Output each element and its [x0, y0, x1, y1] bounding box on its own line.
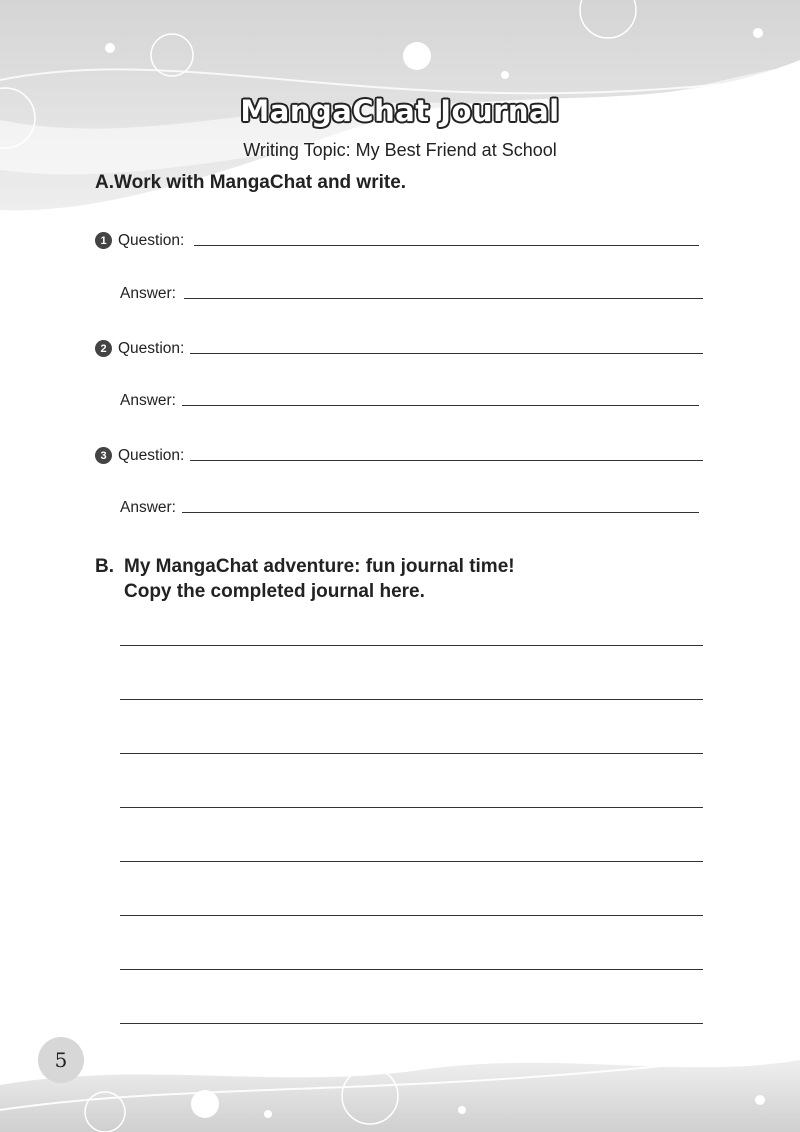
journal-blank-line[interactable] [120, 1023, 703, 1024]
answer-label: Answer: [120, 392, 176, 409]
section-a-heading: A.Work with MangaChat and write. [95, 172, 407, 193]
answer-row-3 [120, 499, 699, 517]
question-row-3 [95, 447, 703, 465]
number-badge-1: 1 [95, 232, 112, 249]
journal-blank-line[interactable] [120, 807, 703, 808]
answer-label: Answer: [120, 499, 176, 516]
question-label: Question: [118, 340, 185, 357]
answer-row-2 [120, 392, 699, 410]
writing-topic: Writing Topic: My Best Friend at School [243, 140, 557, 160]
section-b-line-2: Copy the completed journal here. [124, 581, 425, 602]
question-blank-line[interactable] [194, 244, 699, 246]
answer-label: Answer: [120, 285, 176, 302]
answer-blank-line[interactable] [182, 511, 699, 513]
journal-blank-line[interactable] [120, 915, 703, 916]
question-blank-line[interactable] [190, 459, 703, 461]
page-number [38, 1037, 84, 1083]
journal-blank-line[interactable] [120, 699, 703, 700]
journal-blank-line[interactable] [120, 645, 703, 646]
page-title: MangaChat Journal [240, 94, 560, 128]
number-badge-3: 3 [95, 447, 112, 464]
answer-blank-line[interactable] [184, 297, 703, 299]
section-b-heading [95, 554, 515, 604]
question-label: Question: [118, 447, 185, 464]
question-blank-line[interactable] [190, 352, 703, 354]
journal-blank-line[interactable] [120, 861, 703, 862]
question-label: Question: [118, 232, 185, 249]
journal-blank-line[interactable] [120, 753, 703, 754]
section-b-label: B. [95, 556, 114, 577]
question-row-2 [95, 340, 703, 358]
number-badge-2: 2 [95, 340, 112, 357]
journal-blank-line[interactable] [120, 969, 703, 970]
answer-row-1 [120, 285, 703, 303]
page-number-text: 5 [54, 1048, 68, 1072]
answer-blank-line[interactable] [182, 404, 699, 406]
question-row-1 [95, 232, 699, 250]
section-b-line-1: My MangaChat adventure: fun journal time! [124, 556, 515, 577]
